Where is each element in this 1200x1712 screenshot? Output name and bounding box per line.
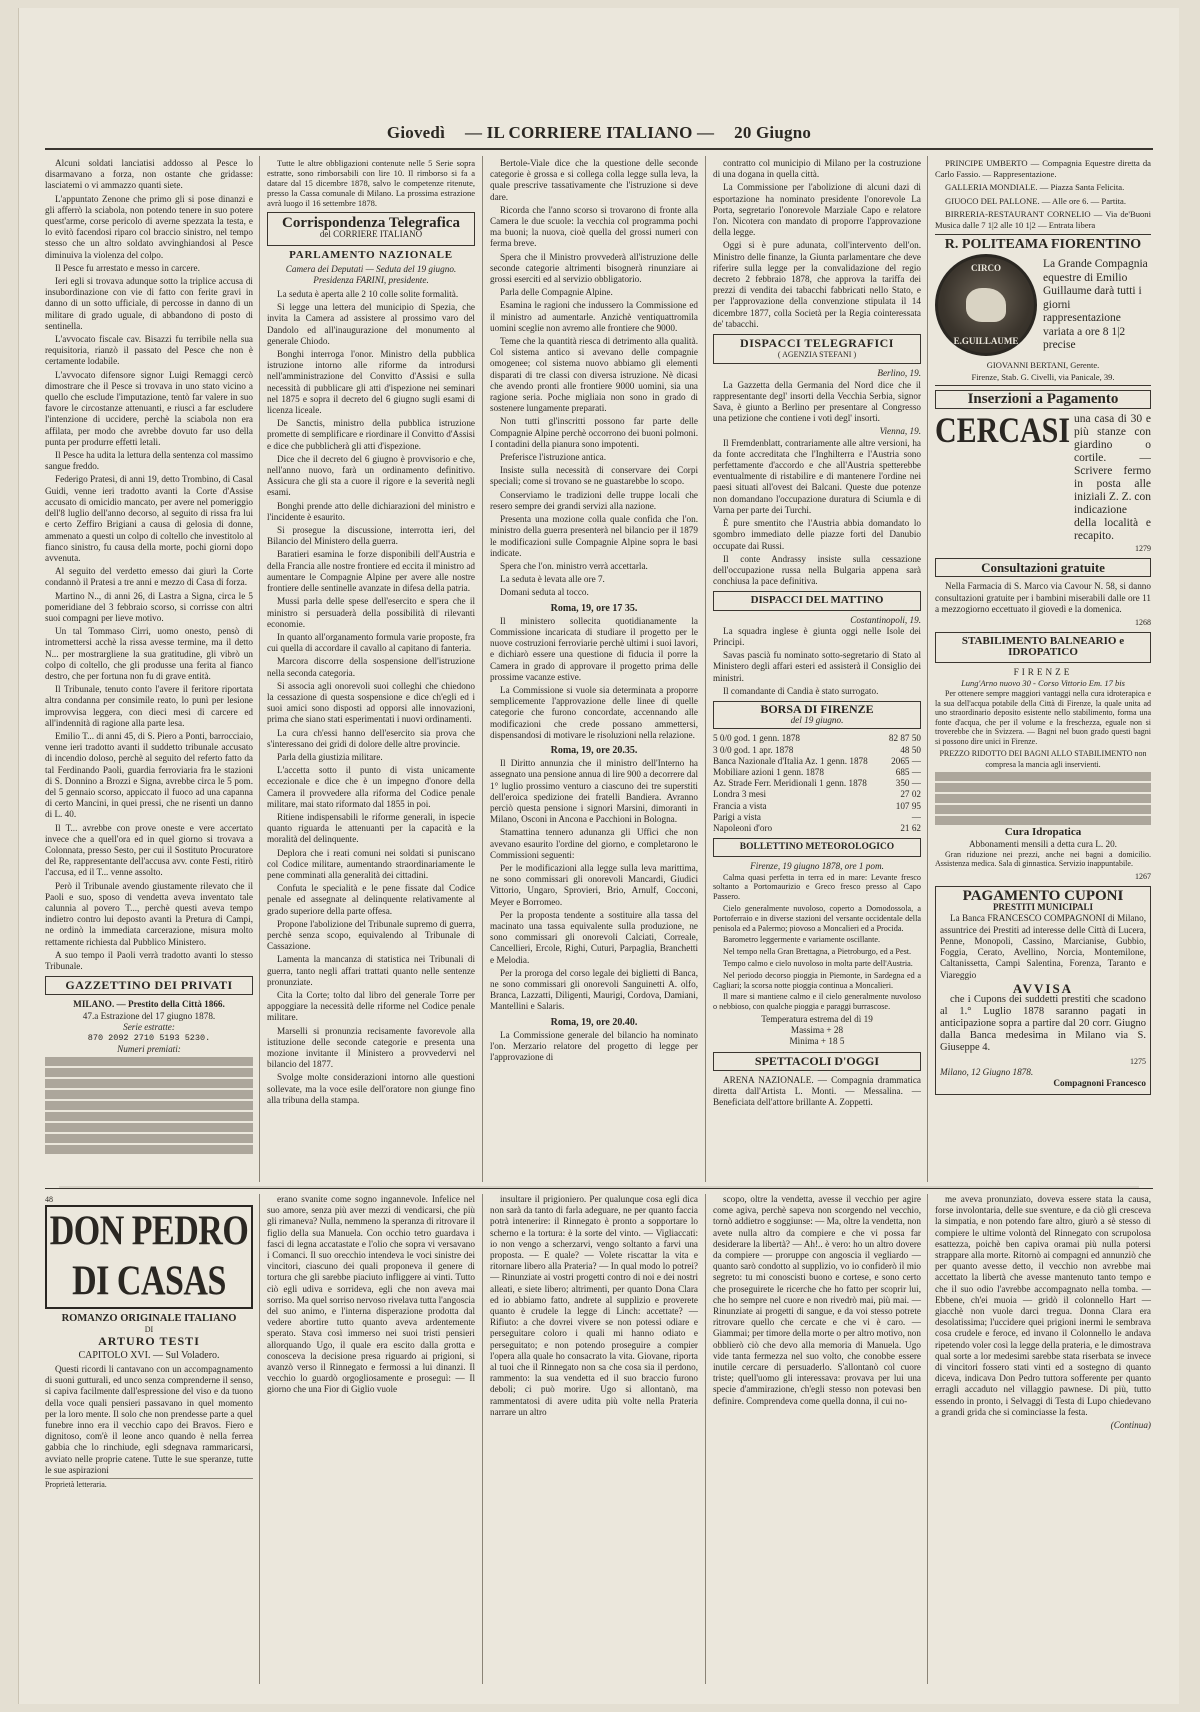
column-5 xyxy=(935,158,1151,1184)
cuponi-text: La Banca FRANCESCO COMPAGNONI di Milano, assuntrice dei Prestiti ad interesse delle Città di Lucera, Penne, Monopoli, Cassino, Marcianise, Gubbio, Foggia, Cerato, Avellino, Norcia, Montemilone, Caltanissetta, Campi Salentina, Forenza, Taranto e Viareggio xyxy=(940,913,1146,980)
article-paragraph: Marcora discorre della sospensione dell'istruzione nella seconda categoria. xyxy=(267,656,475,678)
novel-text: erano svanite come sogno ingannevole. Infelice nel suo amore, senza più aver mezzi di vendicarsi, che più gli rimaneva? Nulla, nemmeno la speranza di ritrovare il figlio della sua Manuela. Con occhio tetro guardava i fasci di legna accatastate e l'olio che sopra vi versavano i Comanci. Il suo orecchio intendeva le voci sinistre dei vincitori, ciascuno dei quali proponeva il genere di tortura che gli sarebbe piaciuto infliggere ai vinti. Tutto ciò egli udiva e sorrideva, egli che non aveva mai sorriso. Ma quel sorriso nervoso rivelava tutta l'angoscia del suo animo, e l'interna disperazione prodotta dal vedere abortire tutto quanto aveva ardentemente sperato. Stava così immerso nei suoi tristi pensieri allorquando Ugo, il quale era escito dalla grotta e conosceva la decisione presa riguardo ai prigioni, si avanzò verso il Rinnegato e fermossi a lui dinanzi. Il vecchio lo guardò orgogliosamente e proseguì: — Il giorno che una Fior di Giglio vuole xyxy=(267,1194,475,1395)
temperature-title: Temperatura estrema del dì 19 xyxy=(761,1013,873,1024)
novel-text: scopo, oltre la vendetta, avesse il vecchio per agire come agiva, perchè sapeva non scorgendo nel vecchio, tornò addietro e soggiunse: — Ma, oltre la vendetta, non avete nulla altro da compiere e che vi possa far desiderare la libertà? — Ah!.. è vero: ho un altro dovere da compiere — proruppe con angoscia il vegliardo — quanto sarò condotto al supplizio, vo io confiderò il mio segreto: tu mi conoscisti buono e cortese, e sono certo che proseguirete le ricerche che ho fatto per scoprir lui, che ho sempre nel cuore e non rivedrò mai, più mai. — Rinunziate ai progetti di sangue, e da voi stesso potrete ritrovare quello che cercate e che vi è caro. — Giammai; per timore della morte o per altro motivo, non obblierò ciò che devo alla memoria di Manuela. Ugo vide tanta fermezza nel suo volto, che conobbe essere inutile cercare di persuaderlo. S'allontanò col cuore triste; quell'uomo gli interessava: provava per lui una specie d'ammirazione, ch'egli stesso non potevasi ben definire. Comprendeva come quella donna, il cui no- xyxy=(713,1194,921,1406)
article-paragraph: Preferisce l'istruzione antica. xyxy=(500,452,606,463)
novel-author: ARTURO TESTI xyxy=(98,1333,200,1348)
spettacolo-item: GIUOCO DEL PALLONE. — Alle ore 6. — Partita. xyxy=(945,195,1127,206)
dateline: Costantinopoli, 19. xyxy=(850,614,921,625)
article-paragraph: Martino N.., di anni 26, di Lastra a Signa, circa le 5 pomeridiane del 3 febbraio scorso, si corrisse con altri suoi compagni per lieve motivo. xyxy=(45,590,253,623)
article-paragraph: Il T... avrebbe con prove oneste e vere accertato invece che a quell'ora ed in quel giorno si trovava a Colonnata, presso Sesto, per cui il Sostituto Procuratore del Re, rappresentante dell'accusa avv. conte Festi, ritirò l'accusa, ed il T... venne assolto. xyxy=(45,822,253,878)
novel-chapter: CAPITOLO XVI. — Sul Voladero. xyxy=(78,1349,220,1361)
article-paragraph: Bertole-Viale dice che la questione delle seconde categorie è grossa e si collega colla legge sulla leva, la quale prescrive tassativamente che l'istruzione si deve dare. xyxy=(490,158,698,202)
cuponi-title: PAGAMENTO CUPONI xyxy=(962,888,1124,905)
dispacci-title: DISPACCI TELEGRAFICI xyxy=(740,336,894,351)
corrispondenza-subtitle: del CORRIERE ITALIANO xyxy=(319,229,423,240)
lottery-heading: MILANO. — Prestito della Città 1866. xyxy=(73,999,225,1010)
article-paragraph: Parla delle Compagnie Alpine. xyxy=(500,287,613,298)
borsa-date: del 19 giugno. xyxy=(790,715,844,726)
article-paragraph: Domani seduta al tocco. xyxy=(500,587,589,598)
cura-note: Gran riduzione nei prezzi, anche nei bagni a domicilio. Assistenza medica. Sala di ginnastica. Servizio inappuntabile. xyxy=(935,849,1151,869)
article-paragraph: De Sanctis, ministro della pubblica istruzione promette di semplificare e riordinare il Convitto d'Assisi e dice che pubblicherà gli atti d'ispezione. xyxy=(267,418,475,451)
novel-column-2 xyxy=(267,1194,475,1684)
column-rule xyxy=(705,156,706,1182)
consultazioni-text: Nella Farmacia di S. Marco via Cavour N. 58, si danno consultazioni gratuite per i bambini miserabili dalle ore 11 a mezzogiorno eccettuato il giovedì e la domenica. xyxy=(935,581,1151,614)
novel-column-1 xyxy=(45,1194,253,1684)
ad-number: 1268 xyxy=(1135,618,1151,628)
novel-text: insultare il prigioniero. Per qualunque cosa egli dica non sarà da tanto di farla adeguare, ne per quanto faccia potrà intenerire: il Rinnegato è pronto a sopportare lo scherno e la tortura: è la sorte del vinto. — Vigliaccati: io non vengo a scherzarvi, vengo soltanto a farvi una proposta. — E quale? — Volete riscattar la vita e ritornare libero alla Prateria? — In qual modo lo potrei? — Rinunziate ai vostri progetti contro di noi e dei nostri alleati, e siete libero; altrimenti, per quanto Dona Clara ed io abbiamo fatto, andrete al supplizio e proverete quanto è crudele la legge di Linch: accettate? — Rifiuto: a che dovrei vivere se non potessi odiare e perseguitare coloro i quali mi hanno odiato e perseguitato; e non potendo proseguire a compier l'opera alla quale ho consacrato la vita. Giovane, riporta al tuoi che il Rinnegato non sa che cosa sia il perdono, rammento: la sua vendetta ed il suo braccio furono deboli; ci può morire. Ugo si allontanò, ma rammentatosi di avere udita più volte nella Prateria narrare un altro xyxy=(490,1194,698,1417)
horse-rider-icon xyxy=(966,288,1006,322)
dispacci-subtitle: ( AGENZIA STEFANI ) xyxy=(777,350,857,360)
meteo-paragraph: Nel periodo decorso pioggia in Piemonte, in Sardegna ed a Cagliari; la scorsa notte pioggia continua a Moncalieri. xyxy=(713,970,921,990)
article-paragraph: Alcuni soldati lanciatisi addosso al Pesce lo disarmavano a forza, non ostante che gridasse: lasciatemi o vi ammazzo quanti siete. xyxy=(45,158,253,191)
article-paragraph: Un tal Tommaso Cirri, uomo onesto, pensò di intromettersi acchè la rissa avesse termine, ma il detto N... per mostrargliene la sua gratitudine, gli vibrò un colpo di coltello, che gli produsse una ferita al fianco destro, che per fortuna non fu di grave entità. xyxy=(45,626,253,681)
article-paragraph: Esamina le ragioni che indussero la Commissione ed il ministro ad aumentarle. Anzichè ventiquattromila uomini sceglie non avremo alle frontiere che 9000. xyxy=(490,300,698,333)
spettacoli-title: SPETTACOLI D'OGGI xyxy=(713,1052,921,1071)
balneario-title: STABILIMENTO BALNEARIO e IDROPATICO xyxy=(935,632,1151,662)
meteo-paragraph: Calma quasi perfetta in terra ed in mare: Levante fresco soltanto a Portomaurizio e Greco fresco presso al Capo Passero. xyxy=(713,872,921,902)
article-paragraph: L'avvocato difensore signor Luigi Remaggi cercò dimostrare che il Pesce si trovava in uno stato vicino a quello che esclude l'imputazione, tentò far valere in suo favore le circostanze attenuanti, e riuscì a far escludere l'intenzione di uccidere, perchè la sciabola non era affilata, per modo che avrebbe dovuto far uso della punta per produrre effetti letali. xyxy=(45,369,253,447)
article-paragraph: Presenta una mozione colla quale confida che l'on. ministro della guerra presenterà nel bilancio per il 1879 le modificazioni sulle Compagnie Alpine sopra le basi indicate. xyxy=(490,514,698,558)
lottery-table xyxy=(45,1057,253,1154)
novel-column-4 xyxy=(713,1194,921,1684)
lottery-subheading: 47.a Estrazione del 17 giugno 1878. xyxy=(82,1010,216,1021)
article-paragraph: Si associa agli onorevoli suoi colleghi che chiedono la cessazione di questa sospensione e dice ch'egli ed i suoi amici sono disposti ad opporsi alle innovazioni, prima che siano stati esperimentati i nuovi ordinamenti. xyxy=(267,680,475,725)
article-paragraph: Il conte Andrassy insiste sulla cessazione dell'occupazione russa nella Bulgaria appena sarà conchiusa la pace definitiva. xyxy=(713,553,921,587)
cercasi-text: una casa di 30 e più stanze con giardino o cortile. — Scrivere fermo in posta alle iniziali Z. Z. con indicazione della località e recapito. xyxy=(1074,413,1151,543)
cura-title: Cura Idropatica xyxy=(1004,826,1082,839)
masthead-paper: — IL CORRIERE ITALIANO — xyxy=(465,123,715,142)
newspaper-page[interactable] xyxy=(18,8,1179,1704)
article-paragraph: Il Pesce ha udita la lettura della sentenza col massimo sangue freddo. xyxy=(45,450,253,472)
borsa-row: Londra 3 mesi 27 02 xyxy=(713,789,921,800)
article-paragraph: È pure smentito che l'Austria abbia domandato lo sgombro immediato delle piazze forti del Danubio occupate dai Russi. xyxy=(713,518,921,551)
article-paragraph: In quanto all'organamento formula varie proposte, fra cui quella di accordare il cavallo al capitano di fanteria. xyxy=(267,631,475,654)
rights-note: Proprietà letteraria. xyxy=(45,1478,253,1490)
meteo-paragraph: Nel tempo nella Gran Brettagna, a Pietroburgo, ed a Pest. xyxy=(723,947,912,957)
article-paragraph: Per la proposta tendente a sostituire alla tassa del macinato una tassa equivalente sulla produzione, ne sono commissari gli onorevoli Calciati, Correale, Cancellieri, Ercole, Righi, Cuturi, Parpaglia, Branchetti e Melodia. xyxy=(490,909,698,965)
continua: (Continua) xyxy=(1110,1420,1151,1431)
corrispondenza-box xyxy=(267,212,475,246)
ad-number: 1267 xyxy=(1135,871,1151,881)
politeama-title: R. POLITEAMA FIORENTINO xyxy=(944,237,1142,253)
article-paragraph: Dice che il decreto del 6 giugno è provvisorio e che, nell'anno nuovo, farà un ordinamento definitivo. Assicura che gli sta a cuore il rigore e la severità negli esami. xyxy=(267,453,475,498)
divider xyxy=(935,234,1151,235)
avviso-text: che i Cupons dei suddetti prestiti che scadono al 1.° Luglio 1878 saranno pagati in anticipazione sopra a partire dal 20 corr. Giugno dalla Banca medesima in Milano via S. Giuseppe 4. xyxy=(940,993,1146,1053)
article-paragraph: Baratieri esamina le forze disponibili dell'Austria e della Francia alle nostre frontiere ed eccita il ministro ad aumentare le Compagnie Alpine per avere alle nostre frontiere delle sentinelle avanzate in difesa della patria. xyxy=(267,549,475,594)
article-paragraph: Cita la Corte; tolto dal libro del generale Torre per appoggiare la necessità delle riforme nel Codice penale militare. xyxy=(267,990,475,1023)
article-paragraph: La Commissione generale del bilancio ha nominato l'on. Merzario relatore del progetto di legge per l'approvazione di xyxy=(490,1029,698,1063)
article-paragraph: Per le modificazioni alla legge sulla leva marittima, ne sono commissari gli onorevoli Mancardi, Giudici Vittorio, Ungaro, Sprovieri, Brio, Arnulf, Cocconi, Meyer e Borromeo. xyxy=(490,862,698,907)
meteo-paragraph: Cielo generalmente nuvoloso, coperto a Domodossola, a Portoferraio e in diverse stazioni del versante occidentale della penisola ed a Palermo; piovoso a Moncalieri ed a Procida. xyxy=(713,903,921,933)
article-paragraph: La cura ch'essi hanno dell'esercito sia prova che s'interessano dei gridi di dolore delle altre provincie. xyxy=(267,727,475,749)
spettacolo-item: BIRRERIA-RESTAURANT CORNELIO — Via de'Buoni Musica dalle 7 1|2 alle 10 1|2 — Entrata libera xyxy=(935,208,1151,231)
meteo-date: Firenze, 19 giugno 1878, ore 1 pom. xyxy=(750,861,884,872)
novel-text: Questi ricordi li cantavano con un accompagnamento di suoni gutturali, ed unco senza comprenderne il senso, si capiva facilmente dall'espressione del viso e da tuono della voce quali pensieri passavano in quel momento per la loro mente. Il solo che non prendesse parte a quel funebre inno era il vecchio capo dei Bravos. Fiero e dignitoso, com'è il leone anco quando è nella ferrea gabbia che lo rinchiude, egli sdegnava rammaricarsi, avviato nelle proprie catene. Tutte le sue speranze, tutte le sue aspirazioni xyxy=(45,1364,253,1475)
meteo-paragraph: Tempo calmo e cielo nuvoloso in molta parte dell'Austria. xyxy=(723,958,913,968)
article-paragraph: Svolge molte considerazioni intorno alle questioni sollevate, ma la voce esile dell'oratore non giunge fino alla tribuna della stampa. xyxy=(267,1072,475,1105)
balneario-address: Lung'Arno nuovo 30 - Corso Vittorio Em. 17 bis xyxy=(961,677,1125,688)
circo-ad xyxy=(935,254,1151,356)
temperature-max: Massima + 28 xyxy=(790,1025,844,1036)
article-paragraph: Mussi parla delle spese dell'esercito e spera che il ministro si persuaderà della possibilità di rilevanti economie. xyxy=(267,596,475,629)
column-rule xyxy=(259,1194,260,1684)
article-paragraph: A suo tempo il Paoli verrà tradotto avanti lo stesso Tribunale. xyxy=(45,949,253,972)
circo-text: La Grande Compagnia equestre di Emilio Guillaume darà tutti i giorni rappresentazione variata a ore 8 1|2 precise xyxy=(1043,258,1148,352)
borsa-box xyxy=(713,701,921,729)
balneario-text: Per ottenere sempre maggiori vantaggi nella cura idroterapica e la sua dell'acqua potabile della Città di Firenze, la quale unita ad uno straordinario deposito esistente nello stabilimento, forma una fonte d'acqua, che per il volume e la freschezza, eguale non si troverebbe che in Svizzera. — Bagni nel buon grado questi bagni si possono dire unici in Firenze. xyxy=(935,689,1151,746)
article-paragraph: L'avvocato fiscale cav. Bisazzi fu terribile nella sua requisitoria, rianzò il passato del Pesce che non è certamente lodabile. xyxy=(45,334,253,367)
novel-column-3 xyxy=(490,1194,698,1684)
lottery-intro: Tutte le altre obbligazioni contenute nelle 5 Serie sopra estratte, sono rimborsabili con lire 10. Il rimborso si fa a datare dal 15 dicembre 1878, salvo le competenze ritenute, presso la Cassa comunale di Milano. La prossima estrazione avrà luogo il 16 settembre 1878. xyxy=(267,158,475,208)
gazzettino-title: GAZZETTINO DEI PRIVATI xyxy=(45,976,253,995)
gerente: GIOVANNI BERTANI, Gerente. xyxy=(986,360,1100,371)
novel-separator xyxy=(45,1188,1153,1189)
article-paragraph: La Gazzetta della Germania del Nord dice che il rappresentante degl' insorti della Vecchia Serbia, signor Sava, è giunto a Berlino per presentare al Congresso una petizione che contiene i voti degl' insorti. xyxy=(713,379,921,424)
balneario-prices: PREZZO RIDOTTO DEI BAGNI ALLO STABILIMENTO non compresa la mancia agli inservienti. xyxy=(939,749,1147,770)
novel-number: 48 xyxy=(45,1195,53,1204)
article-paragraph: Il Diritto annunzia che il ministro dell'Interno ha assegnato una pensione annua di lire 900 a decorrere dal 1° luglio prossimo venturo a ciascuno dei tre superstiti dell'eroica spedizione dei fratelli Bandiera. Avranno perciò questa pensione i signori Marsini, dimoranti in Milano, Osconi in Ancona e Pacchioni in Bologna. xyxy=(490,758,698,825)
roma-dateline: Roma, 19, ore 20.40. xyxy=(550,1016,638,1028)
spettacolo-item: ARENA NAZIONALE. — Compagnia drammatica diretta dall'Artista L. Monti. — Messalina. — Beneficiata dell'attore brillante A. Zoppetti. xyxy=(713,1074,921,1108)
article-paragraph: Stamattina tennero adunanza gli Uffici che non avevano esaurito l'ordine del giorno, e completarono le Commissioni seguenti: xyxy=(490,827,698,860)
cuponi-subtitle: PRESTITI MUNICIPALI xyxy=(992,902,1094,913)
roma-dateline: Roma, 19, ore 17 35. xyxy=(550,602,638,614)
article-paragraph: Si prosegue la discussione, interrotta ieri, del Bilancio del Ministero della guerra. xyxy=(267,525,475,547)
novel-column-5 xyxy=(935,1194,1151,1684)
article-paragraph: Conserviamo le tradizioni delle truppe locali che resero sempre dei grandi servizi alla nazione. xyxy=(490,489,698,511)
column-rule xyxy=(705,1194,706,1684)
article-paragraph: contratto col municipio di Milano per la costruzione di una dogana in quella città. xyxy=(713,158,921,180)
dateline: Vienna, 19. xyxy=(879,426,921,437)
article-paragraph: La seduta è levata alle ore 7. xyxy=(500,574,605,585)
borsa-title: BORSA DI FIRENZE xyxy=(760,701,874,716)
circus-seal-icon: CIRCO E.GUILLAUME xyxy=(935,254,1037,356)
article-paragraph: La seduta è aperta alle 2 10 colle solite formalità. xyxy=(277,289,459,300)
cercasi-heading: CERCASI xyxy=(935,410,1071,451)
spettacolo-item: PRINCIPE UMBERTO — Compagnia Equestre diretta da Carlo Fassio. — Rappresentazione. xyxy=(935,158,1151,180)
ad-number: 1279 xyxy=(1135,544,1151,554)
cuponi-box xyxy=(935,886,1151,1094)
article-paragraph: Lamenta la mancanza di statistica nei Tribunali di guerra, tanto negli affari trattati quanto nelle sentenze pronunziate. xyxy=(267,954,475,987)
column-rule xyxy=(927,1194,928,1684)
borsa-row: Banca Nazionale d'Italia Az. 1 genn. 1878 2065 — xyxy=(713,755,921,766)
lottery-note: Serie estratte: xyxy=(123,1021,175,1032)
lottery-series: 870 2092 2710 5193 5230. xyxy=(87,1033,211,1044)
borsa-row: Napoleoni d'oro 21 62 xyxy=(713,822,921,833)
borsa-row: 5 0/0 god. 1 genn. 1878 82 87 50 xyxy=(713,733,921,744)
parlamento-session: Camera dei Deputati — Seduta del 19 giugno. xyxy=(285,263,457,274)
article-paragraph: Federigo Pratesi, di anni 19, detto Trombino, di Casal Guidi, venne ieri tradotto avanti la Corte d'Assise accusato di omicidio mancato, per avere nel pomeriggio dell'8 luglio dell'anno decorso, al seguito di rissa fra lui e certo Zeffiro Brigiani a causa di gelosia di donne, ammenato a questi un colpo di coltello che investitolo al fianco sinistro, fu causa della morte, pochi giorni dopo avvenuta. xyxy=(45,474,253,563)
column-rule xyxy=(927,156,928,1182)
article-paragraph: Il Pesce fu arrestato e messo in carcere. xyxy=(55,262,200,273)
article-paragraph: Al seguito del verdetto emesso dai giurì la Corte condannò il Pratesi a tre anni e mezzo di Casa di forza. xyxy=(45,566,253,588)
article-paragraph: La Commissione si vuole sia determinata a proporre semplicemente l'approvazione delle linee di quelle categorie che furono concordate, accennando alle modificazioni che crede possano ammettersi, dispensandosi di motivare le risoluzioni nella relazione. xyxy=(490,684,698,740)
article-paragraph: Spera che il Ministro provvederà all'istruzione delle seconde categorie altrimenti bisognerà rinunziare ai grossi eserciti ed al servizio obbligatorio. xyxy=(490,251,698,285)
masthead xyxy=(45,118,1153,150)
column-2 xyxy=(267,158,475,1184)
column-rule xyxy=(259,156,260,1182)
meteo-title: BOLLETTINO METEOROLOGICO xyxy=(713,838,921,857)
borsa-row: 3 0/0 god. 1 apr. 1878 48 50 xyxy=(713,744,921,755)
ad-number: 1275 xyxy=(1130,1056,1146,1066)
corrispondenza-title: Corrispondenza Telegrafica xyxy=(282,215,460,231)
article-paragraph: Insiste sulla necessità di conservare dei Corpi speciali; come si trovano se ne guastarebbe lo scopo. xyxy=(490,465,698,487)
article-paragraph: Propone l'abolizione del Tribunale supremo di guerra, perchè senza scopo, equivalendo al Tribunale di Cassazione. xyxy=(267,918,475,952)
roma-dateline: Roma, 19, ore 20.35. xyxy=(550,744,638,756)
prices-table xyxy=(935,772,1151,825)
column-rule xyxy=(482,1194,483,1684)
masthead-day: Giovedì xyxy=(386,123,445,142)
article-paragraph: Bonghi prende atto delle dichiarazioni del ministro e l'incidente è esaurito. xyxy=(267,500,475,522)
article-paragraph: La Commissione per l'abolizione di alcuni dazi di esportazione ha nominato presidente l'onorevole La Porta, segretario l'onorevole Marziale Capo e relatore l'on. Nicotera con mandato di proporre l'approvazione della legge. xyxy=(713,182,921,238)
borsa-row: Mobiliare azioni 1 genn. 1878 685 — xyxy=(713,766,921,777)
inserzioni-title: Inserzioni a Pagamento xyxy=(935,390,1151,409)
dispacci-box xyxy=(713,334,921,364)
avviso-title: AVVISA xyxy=(1012,980,1074,996)
temperature-min: Minima + 18 5 xyxy=(789,1036,845,1047)
masthead-date: 20 Giugno xyxy=(734,123,812,142)
article-paragraph: Si legge una lettera del municipio di Spezia, che invita la Camera ad assistere al prossimo varo del Dandolo ed all'inaugurazione del monumento al generale Chiodo. xyxy=(267,302,475,346)
article-paragraph: Parla della giustizia militare. xyxy=(277,751,383,762)
article-paragraph: Il comandante di Candia è stato surrogato. xyxy=(723,685,879,696)
article-paragraph: Ieri egli si trovava adunque sotto la triplice accusa di insubordinazione con vie di fatto con ferite gravi in danno di un sotto ufficiale, di percosse in danno di un militare di grado uguale, di abbandono di posto di sentinella. xyxy=(45,276,253,331)
borsa-row: Az. Strade Ferr. Meridionali 1 genn. 1878 350 — xyxy=(713,778,921,789)
novel-text: me aveva pronunziato, doveva essere stata la causa, forse involontaria, delle sue sventure, e da ciò gli cresceva la simpatia, e non potendo fare altro, giurò a sè stesso di compiere le ultime volontà del Rinnegato con scrupolosa esattezza, poichè ben capiva oramai più nulla potersi strappare alla morte. Ritornò ai compagni ed annunziò che per quanto avesse detto, il vecchio non avrebbe mai accettato la libertà che avesse mantenuto tanto tempo e che il suo odio l'avrebbe accompagnato nella tomba. — Ebbene, ch'ei muoia — gridò il colonnello Hart — giacchè non vuole darci tregua. Donna Clara era desolatissima; l'uccidere quei prigioni inermi le sembrava cosa crudele e feroce, ed invano il Colonnello le andava ripetendo voler così la legge della prateria, e le dimostrava qual sorte a lor medesimi sarebbe stata riserbata se invece di vincitori fossero stati vinti ed a sostegno di quanto diceva, indicava Don Pedro tuttora sofferente per quanto erragli accaduto nel villaggio pawnese. Di più, tutto essendo in pronto, i Selvaggi di Testa di Lupo chiedevano a grandi grida che si cominciasse la festa. xyxy=(935,1194,1151,1417)
article-paragraph: Non tutti gl'inscritti possono far parte delle Compagnie Alpine perchè occorrono dei buoni polmoni. I contadini della pianura sono impotenti. xyxy=(490,416,698,449)
article-paragraph: Però il Tribunale avendo giustamente rilevato che il Paoli e suo, sposo di vendetta aveva inventato tale calunnia al povero T..., perchè questi aveva tempo indietro contro lui deposto avanti la Pretura di Campi, ne ordinò la immediata carcerazione, misura molto rettamente richiesta dal Pubblico Ministero. xyxy=(45,880,253,947)
article-paragraph: Il ministero sollecita quotidianamente la Commissione incaricata di studiare il progetto per le nuove costruzioni ferroviarie perchè ultimi i suoi lavori, e dichiarò essere una questione di fiducia il porre la Camera in grado di approvare il progetto prima delle prossime vacanze estive. xyxy=(490,615,698,682)
novel-title-box xyxy=(45,1205,253,1309)
dispacci-mattino-title: DISPACCI DEL MATTINO xyxy=(713,591,921,610)
column-4 xyxy=(713,158,921,1184)
dateline: Berlino, 19. xyxy=(877,368,921,379)
cercasi-ad xyxy=(935,410,1151,543)
column-rule xyxy=(482,156,483,1182)
novel-title: DON PEDRO DI CASAS xyxy=(49,1208,249,1305)
article-paragraph: Spera che l'on. ministro verrà accettarla. xyxy=(500,560,648,571)
article-paragraph: L'appuntato Zenone che primo gli si pose dinanzi e gli afferrò la sciabola, non potendo tenere in suo potere quest'arme, corse pericolo di averne spezzata la testa, e lo evitò facendosi riparo col braccio sinistro, nel tempo stesso che un altro soldato avvinghiandosi al Pesce diminuiva la violenza del colpo. xyxy=(45,193,253,260)
cura-text: Abbonamenti mensili a detta cura L. 20. xyxy=(969,838,1117,849)
column-3 xyxy=(490,158,698,1184)
meteo-paragraph: Barometro leggermente e variamente oscillante. xyxy=(723,935,881,945)
column-1 xyxy=(45,158,253,1184)
article-paragraph: Marselli si pronunzia recisamente favorevole alla istituzione delle seconde categorie e presenta una mozione invitante il Ministero a provvedervi nel bilancio del 1877. xyxy=(267,1025,475,1070)
parlamento-president: Presidenza FARINI, presidente. xyxy=(313,274,429,285)
article-paragraph: Il Fremdenblatt, contrariamente alle altre versioni, ha da fonte accreditata che l'Inghilterra e l'Austria sono perfettamente d'accordo e che all'Austria spetterebbe eventualmente di ristabilire e di mantenere l'ordine nei paesi situati all'ovest dei Balcani. Queste due potenze non domandano l'occupazione duratura di Sciumla e di Varna per parte dei Turchi. xyxy=(713,437,921,515)
avviso-date: Milano, 12 Giugno 1878. xyxy=(940,1067,1034,1078)
balneario-city: FIRENZE xyxy=(1013,666,1073,677)
borsa-row: Francia a vista 107 95 xyxy=(713,800,921,811)
spettacolo-item: GALLERIA MONDIALE. — Piazza Santa Felicita. xyxy=(945,182,1125,193)
article-paragraph: Bonghi interroga l'onor. Ministro della pubblica istruzione intorno alle riforme da introdursi nell'amministrazione del Convitto d'Assisi e sulla necessità di pubblicare gli atti d'ispezione nei seminari nel 1875 e sopra il decreto del 6 giugno sugli esami di licenza liceale. xyxy=(267,349,475,416)
article-paragraph: Oggi si è pure adunata, coll'intervento dell'on. Ministro delle finanze, la Giunta parlamentare che deve riferire sulla legge per la convalidazione del regio decreto 2 febbraio 1878, che approva la tariffa dei prezzi di vendita dei tabacchi fabbricati nello Stato, e per l'approvazione della convenzione stipulata il 14 dicembre 1877, colla Società per la Regia cointeressata de' tabacchi. xyxy=(713,240,921,329)
meteo-paragraph: Il mare si mantiene calmo e il cielo generalmente nuvoloso o nebbioso, con qualche pioggia e paraggi burrascose. xyxy=(713,992,921,1012)
lottery-prizes-title: Numeri premiati: xyxy=(117,1043,181,1054)
article-paragraph: Per la proroga del corso legale dei biglietti di Banca, ne sono commissari gli onorevoli Sanguinetti A. olfo, Branca, Lazzatti, Diligenti, Maurigi, Cordova, Damiani, Mantellini e Salaris. xyxy=(490,967,698,1012)
article-paragraph: Deplora che i reati comuni nei soldati si puniscano col Codice militare, aumentando straordinariamente le pene comminati alla generalità dei cittadini. xyxy=(267,847,475,880)
article-paragraph: Ricorda che l'anno scorso si trovarono di fronte alla Camera le due scuole: la vecchia col programma pochi ma buoni; la nuova, cioè quella del grossi numeri con ferma breve. xyxy=(490,204,698,249)
novel-di: DI xyxy=(144,1325,154,1335)
article-paragraph: Savas pascià fu nominato sotto-segretario di Stato al Ministero degli affari esteri ed assisterà il Consiglio dei ministri. xyxy=(713,650,921,683)
avviso-signature: Compagnoni Francesco xyxy=(1053,1078,1146,1089)
article-paragraph: L'accetta sotto il punto di vista unicamente eccezionale e dice che è un impegno d'onore della Camera il provvedere alla riforma del Codice penale militare, mai stato riformato dal 1855 in poi. xyxy=(267,765,475,809)
article-paragraph: Ritiene indispensabili le riforme generali, in ispecie quanto riguarda le attenuanti per la capacità e la moralità del delinquente. xyxy=(267,811,475,845)
article-paragraph: Emilio T... di anni 45, di S. Piero a Ponti, barrocciaio, venne ieri tradotto avanti il suddetto tribunale accusato di incendio doloso, perchè al seguito del referto fatto da tal Ferdinando Paoli, guardia ferroviaria fra le stazioni di S. Donnino a Brozzi e Signa, avrebbe circa le 5 pom. del 5 gennaio scorso, appiccato il fuoco ad una capanna di certo Mancini, in quei pressi, che ne risentì un danno di L. 40. xyxy=(45,730,253,820)
consultazioni-title: Consultazioni gratuite xyxy=(935,558,1151,577)
article-paragraph: Il Tribunale, tenuto conto l'avere il feritore riportata altra condanna per consimile reato, lo punì per lesione improvvisa leggera, con dieci mesi di carcere ed all'indennità di ragione alla parte lesa. xyxy=(45,684,253,728)
borsa-row: Parigi a vista — xyxy=(713,811,921,822)
parlamento-title: PARLAMENTO NAZIONALE xyxy=(289,249,453,262)
stabilimento-tipografico: Firenze, Stab. G. Civelli, via Panicale, 39. xyxy=(935,372,1151,386)
novel-subtitle: ROMANZO ORIGINALE ITALIANO xyxy=(61,1313,237,1325)
article-paragraph: Teme che la quantità riesca di detrimento alla qualità. Col sistema antico si avevano delle compagnie omogenee; col sistema nuovo abbiamo gli elementi disparati di tre classi con diversa istruzione. Nè dicasi che avendo pronti alle frontiere 9000 uomini, sia una ragione seria. Poche migliaia non sono in grado di sostenere lungamente preparati. xyxy=(490,336,698,414)
article-paragraph: Confuta le specialità e le pene fissate dal Codice penale ed assegnate al delinquente relativamente al grado superiore della parte offesa. xyxy=(267,883,475,916)
article-paragraph: La squadra inglese è giunta oggi nelle Isole dei Principi. xyxy=(713,625,921,647)
